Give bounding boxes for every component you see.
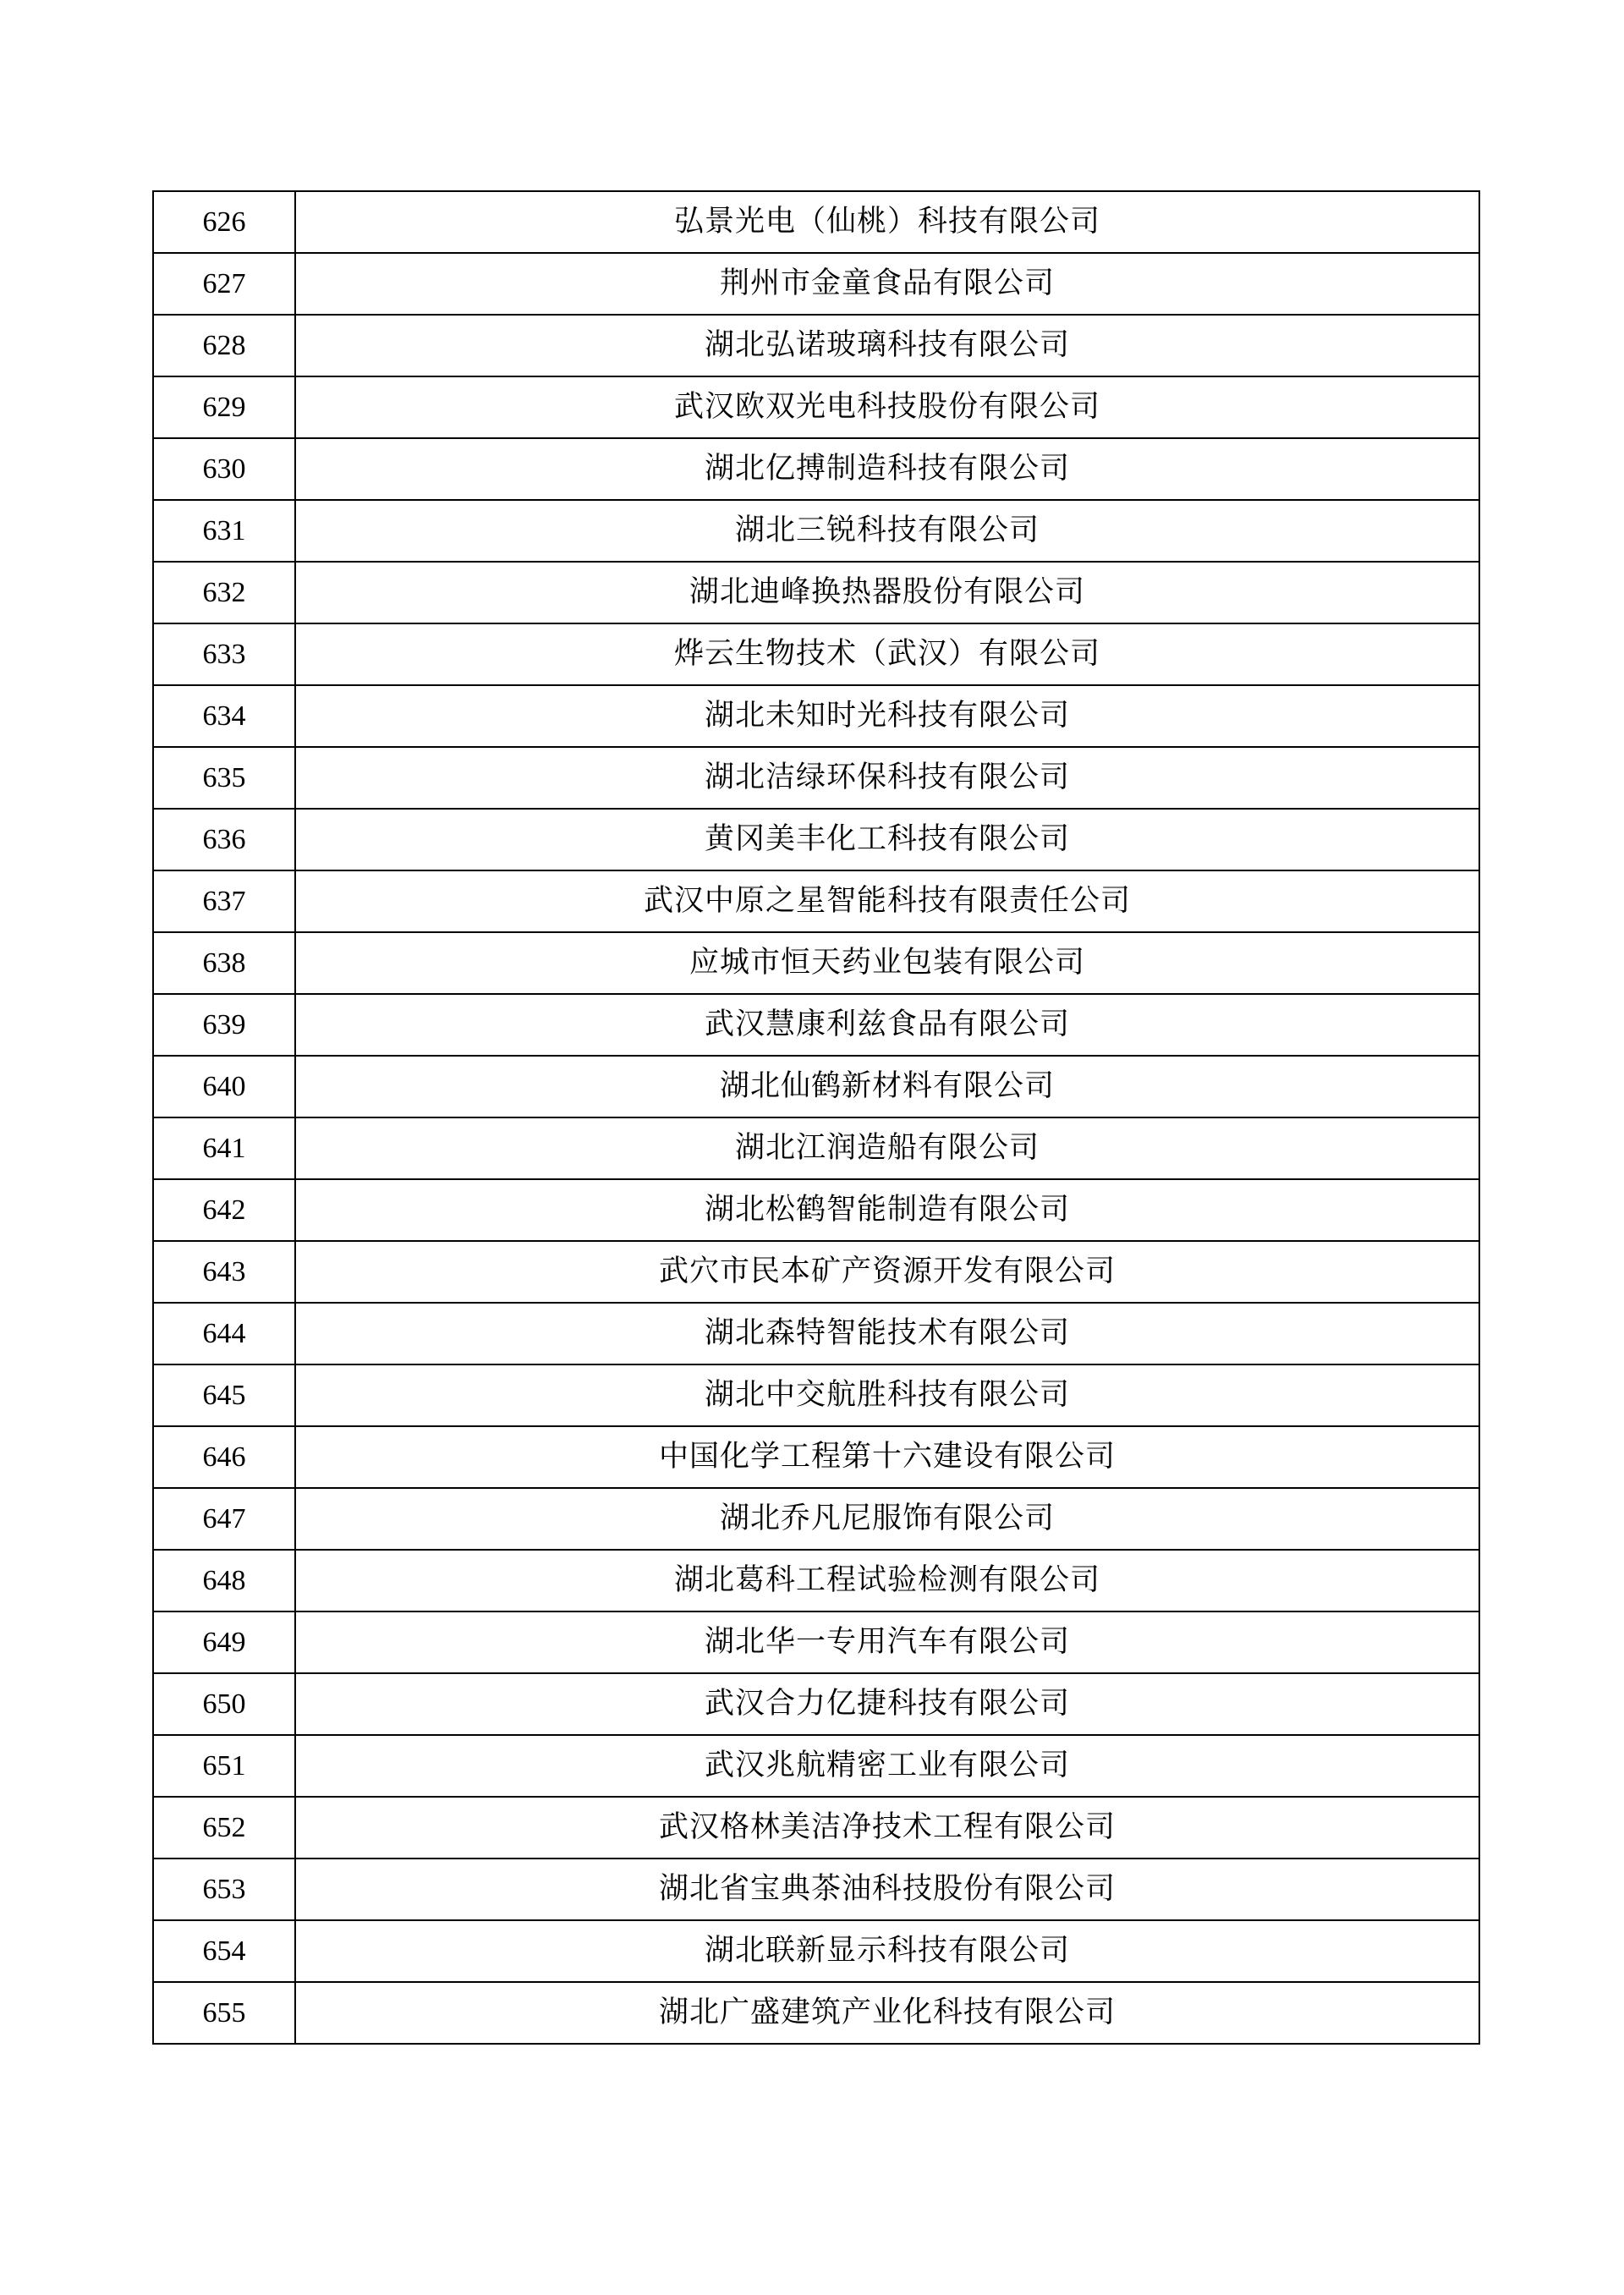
table-row <box>153 1488 1479 1550</box>
company-name-cell: 湖北省宝典茶油科技股份有限公司 <box>295 1859 1479 1920</box>
table-row <box>153 932 1479 994</box>
row-number-cell: 629 <box>153 376 295 438</box>
table-row <box>153 191 1479 253</box>
row-number-cell: 638 <box>153 932 295 994</box>
company-name-cell: 荆州市金童食品有限公司 <box>295 253 1479 315</box>
row-number-cell: 640 <box>153 1056 295 1117</box>
row-number-cell: 653 <box>153 1859 295 1920</box>
company-name-cell: 湖北联新显示科技有限公司 <box>295 1920 1479 1982</box>
company-name-cell: 武汉兆航精密工业有限公司 <box>295 1735 1479 1797</box>
row-number-cell: 639 <box>153 994 295 1056</box>
table-row <box>153 623 1479 685</box>
company-name-cell: 烨云生物技术（武汉）有限公司 <box>295 623 1479 685</box>
row-number-cell: 626 <box>153 191 295 253</box>
table-row <box>153 1920 1479 1982</box>
row-number-cell: 628 <box>153 315 295 376</box>
company-name-cell: 中国化学工程第十六建设有限公司 <box>295 1426 1479 1488</box>
company-name-cell: 武汉慧康利兹食品有限公司 <box>295 994 1479 1056</box>
row-number-cell: 636 <box>153 809 295 870</box>
company-name-cell: 武穴市民本矿产资源开发有限公司 <box>295 1241 1479 1303</box>
table-row <box>153 1735 1479 1797</box>
row-number-cell: 634 <box>153 685 295 747</box>
table-row <box>153 562 1479 623</box>
company-name-cell: 武汉欧双光电科技股份有限公司 <box>295 376 1479 438</box>
company-name-cell: 湖北仙鹤新材料有限公司 <box>295 1056 1479 1117</box>
company-name-cell: 湖北松鹤智能制造有限公司 <box>295 1179 1479 1241</box>
table-row <box>153 1859 1479 1920</box>
company-name-cell: 湖北广盛建筑产业化科技有限公司 <box>295 1982 1479 2044</box>
row-number-cell: 648 <box>153 1550 295 1611</box>
company-name-cell: 湖北江润造船有限公司 <box>295 1117 1479 1179</box>
company-name-cell: 湖北乔凡尼服饰有限公司 <box>295 1488 1479 1550</box>
table-body <box>153 191 1479 2044</box>
row-number-cell: 643 <box>153 1241 295 1303</box>
row-number-cell: 630 <box>153 438 295 500</box>
row-number-cell: 645 <box>153 1364 295 1426</box>
row-number-cell: 627 <box>153 253 295 315</box>
company-name-cell: 湖北弘诺玻璃科技有限公司 <box>295 315 1479 376</box>
row-number-cell: 641 <box>153 1117 295 1179</box>
row-number-cell: 655 <box>153 1982 295 2044</box>
table-row <box>153 1303 1479 1364</box>
row-number-cell: 633 <box>153 623 295 685</box>
company-name-cell: 湖北迪峰换热器股份有限公司 <box>295 562 1479 623</box>
table-row <box>153 1611 1479 1673</box>
table-row <box>153 1056 1479 1117</box>
table-row <box>153 685 1479 747</box>
row-number-cell: 646 <box>153 1426 295 1488</box>
table-row <box>153 1117 1479 1179</box>
company-name-cell: 应城市恒天药业包装有限公司 <box>295 932 1479 994</box>
table-row <box>153 1550 1479 1611</box>
company-name-cell: 湖北葛科工程试验检测有限公司 <box>295 1550 1479 1611</box>
row-number-cell: 651 <box>153 1735 295 1797</box>
company-name-cell: 武汉中原之星智能科技有限责任公司 <box>295 870 1479 932</box>
company-name-cell: 湖北三锐科技有限公司 <box>295 500 1479 562</box>
table-row <box>153 500 1479 562</box>
table-row <box>153 1241 1479 1303</box>
company-name-cell: 湖北亿搏制造科技有限公司 <box>295 438 1479 500</box>
company-name-cell: 弘景光电（仙桃）科技有限公司 <box>295 191 1479 253</box>
company-name-cell: 湖北森特智能技术有限公司 <box>295 1303 1479 1364</box>
company-list-table <box>152 190 1480 2045</box>
table-row <box>153 870 1479 932</box>
row-number-cell: 647 <box>153 1488 295 1550</box>
table-row <box>153 1426 1479 1488</box>
table-row <box>153 1982 1479 2044</box>
company-name-cell: 湖北中交航胜科技有限公司 <box>295 1364 1479 1426</box>
row-number-cell: 637 <box>153 870 295 932</box>
table-row <box>153 1364 1479 1426</box>
row-number-cell: 650 <box>153 1673 295 1735</box>
table-row <box>153 809 1479 870</box>
row-number-cell: 654 <box>153 1920 295 1982</box>
row-number-cell: 644 <box>153 1303 295 1364</box>
row-number-cell: 642 <box>153 1179 295 1241</box>
table-row <box>153 315 1479 376</box>
row-number-cell: 635 <box>153 747 295 809</box>
company-name-cell: 黄冈美丰化工科技有限公司 <box>295 809 1479 870</box>
row-number-cell: 631 <box>153 500 295 562</box>
table-row <box>153 1179 1479 1241</box>
company-name-cell: 武汉合力亿捷科技有限公司 <box>295 1673 1479 1735</box>
table-row <box>153 1673 1479 1735</box>
row-number-cell: 652 <box>153 1797 295 1859</box>
table-row <box>153 376 1479 438</box>
company-name-cell: 湖北洁绿环保科技有限公司 <box>295 747 1479 809</box>
table-row <box>153 1797 1479 1859</box>
row-number-cell: 632 <box>153 562 295 623</box>
company-name-cell: 武汉格林美洁净技术工程有限公司 <box>295 1797 1479 1859</box>
table-row <box>153 438 1479 500</box>
company-name-cell: 湖北未知时光科技有限公司 <box>295 685 1479 747</box>
table-row <box>153 994 1479 1056</box>
row-number-cell: 649 <box>153 1611 295 1673</box>
company-name-cell: 湖北华一专用汽车有限公司 <box>295 1611 1479 1673</box>
table-row <box>153 253 1479 315</box>
table-row <box>153 747 1479 809</box>
